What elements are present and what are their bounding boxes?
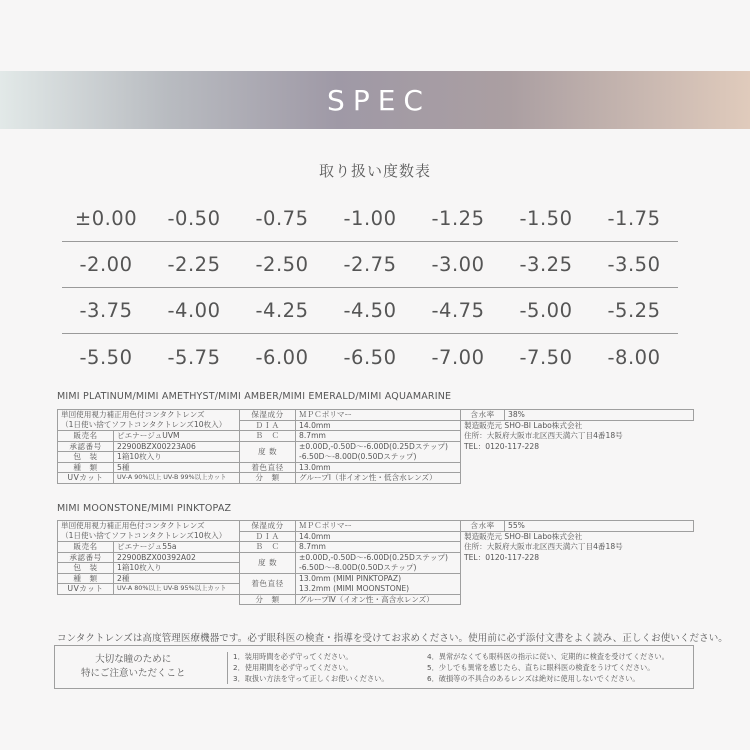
power-value: ±0.00 [74,207,138,230]
sales-name-value: ピエナージュ55a [114,542,240,553]
power-value: -5.50 [79,345,133,369]
material-label: 保湿成分 [240,410,296,421]
package-value: 1箱10枚入り [114,452,240,463]
class-label: 分 類 [240,594,296,605]
table-row [58,410,694,421]
power-table [62,196,678,380]
class-value: グループⅣ（イオン性・高含水レンズ） [296,594,461,605]
caution-box [54,645,694,689]
power-value: -1.75 [607,207,661,230]
power-value: -1.00 [343,207,397,230]
address: 住所：大阪府大阪市北区西天満六丁目4番18号 [464,431,623,440]
tel: TEL：0120-117-228 [464,552,540,562]
caution-list [233,652,389,684]
water-value: 38% [505,410,694,421]
dia-value: 14.0mm [296,531,461,542]
color-dia-value: 13.0mm [296,462,461,473]
color-dia-value-1: 13.0mm (MIMI PINKTOPAZ) [296,573,461,584]
power-row [62,288,678,334]
caution-item: 3．取扱い方法を守って正しくお使いください。 [233,673,389,683]
table-row [58,552,694,563]
notice-text: コンタクトレンズは高度管理医療機器です。必ず眼科医の検査・指導を受けてお求めください。使用前に必ず添付文書をよく読み、正しくお使いください。 [57,633,728,644]
product-note: （1日使い捨てソフトコンタクトレンズ10枚入） [58,420,240,431]
product-type: 単回使用視力補正用色付コンタクトレンズ [58,521,240,532]
uv-value: UV-A 90%以上 UV-B 99%以上カット [114,473,240,484]
table-row [58,473,694,484]
caution-title-line: 特にご注意いただくこと [81,668,186,679]
spec-banner [0,71,750,129]
uv-value: UV-A 80%以上 UV-B 95%以上カット [114,584,240,595]
series-title: MIMI PLATINUM/MIMI AMETHYST/MIMI AMBER/MIMI EMERALD/MIMI AQUAMARINE [57,391,452,402]
color-dia-label: 着色直径 [240,573,296,594]
table-row [58,584,694,595]
bc-label: Ｂ Ｃ [240,431,296,442]
maker: 製造販売元 SHO-BI Labo株式会社 [464,420,583,430]
power-value: -8.00 [607,345,661,369]
caution-item: 5．少しでも異常を感じたら、直ちに眼科医の検査をうけてください。 [427,662,655,672]
product-note: （1日使い捨てソフトコンタクトレンズ10枚入） [58,531,240,542]
bc-label: Ｂ Ｃ [240,542,296,553]
power-value: -1.50 [519,207,573,230]
power-range-2: -6.50D〜-8.00D(0.50Dステップ) [296,563,461,574]
table-row [58,521,694,532]
table-row [58,441,694,452]
page-title: SPEC [327,83,431,117]
caution-item: 1．装用時間を必ず守ってください。 [233,652,353,661]
power-value: -7.00 [431,345,485,369]
maker: 製造販売元 SHO-BI Labo株式会社 [464,531,583,541]
dia-label: ＤＩＡ [240,531,296,542]
material-label: 保湿成分 [240,521,296,532]
approval-label: 承認番号 [58,441,114,452]
approval-label: 承認番号 [58,552,114,563]
sales-name-label: 販売名 [58,431,114,442]
power-value: -0.75 [255,207,309,230]
uv-label: UVカット [58,584,114,595]
types-value: 2種 [114,573,240,584]
power-value: -7.50 [519,345,573,369]
dia-value: 14.0mm [296,420,461,431]
package-label: 包 装 [58,563,114,574]
table-row [58,594,694,605]
power-value: -2.75 [343,253,397,276]
caution-item: 2．使用期間を必ず守ってください。 [233,662,353,672]
power-value: -6.50 [343,345,397,369]
package-value: 1箱10枚入り [114,563,240,574]
spec-table [57,409,694,484]
power-value: -0.50 [167,207,221,230]
power-value: -4.25 [255,299,309,322]
power-value: -3.00 [431,253,485,276]
power-value: -1.25 [431,207,485,230]
table-row [58,542,694,553]
approval-value: 22900BZX00223A06 [114,441,240,452]
power-value: -4.50 [343,299,397,322]
power-value: -6.00 [255,345,309,369]
tel: TEL：0120-117-228 [464,441,540,451]
table-row [58,563,694,574]
class-label: 分 類 [240,473,296,484]
caution-title-line: 大切な瞳のために [95,654,172,665]
power-value: -4.75 [431,299,485,322]
power-range-2: -6.50D〜-8.00D(0.50Dステップ) [296,452,461,463]
spec-table [57,520,694,605]
power-row [62,196,678,242]
water-value: 55% [505,521,694,532]
water-label: 含水率 [461,410,505,421]
power-value: -3.50 [607,253,661,276]
types-label: 種 類 [58,573,114,584]
uv-label: UVカット [58,473,114,484]
divider [227,652,228,684]
table-row [58,431,694,442]
color-dia-value-2: 13.2mm (MIMI MOONSTONE) [296,584,461,595]
types-value: 5種 [114,462,240,473]
product-type: 単回使用視力補正用色付コンタクトレンズ [58,410,240,421]
power-value: -5.75 [167,345,221,369]
power-value: -2.00 [79,253,133,276]
power-label: 度 数 [240,552,296,573]
address: 住所：大阪府大阪市北区西天満六丁目4番18号 [464,542,623,551]
power-value: -5.00 [519,299,573,322]
approval-value: 22900BZX00392A02 [114,552,240,563]
types-label: 種 類 [58,462,114,473]
material-value: ＭＰＣポリマー [296,521,461,532]
table-row [58,573,694,584]
material-value: ＭＰＣポリマー [296,410,461,421]
power-value: -2.25 [167,253,221,276]
dia-label: ＤＩＡ [240,420,296,431]
table-row [58,420,694,431]
power-value: -5.25 [607,299,661,322]
caution-list [427,652,669,684]
power-row [62,334,678,380]
table-row [58,452,694,463]
power-value: -2.50 [255,253,309,276]
power-value: -3.75 [79,299,133,322]
class-value: グループⅠ（非イオン性・低含水レンズ） [296,473,461,484]
package-label: 包 装 [58,452,114,463]
power-table-title: 取り扱い度数表 [318,162,431,180]
table-row [58,462,694,473]
bc-value: 8.7mm [296,542,461,553]
table-row [58,531,694,542]
caution-title [81,653,186,681]
power-label: 度 数 [240,441,296,462]
power-row [62,242,678,288]
sales-name-label: 販売名 [58,542,114,553]
power-value: -3.25 [519,253,573,276]
series-title: MIMI MOONSTONE/MIMI PINKTOPAZ [57,503,232,514]
water-label: 含水率 [461,521,505,532]
power-range-1: ±0.00D,-0.50D〜-6.00D(0.25Dステップ) [296,552,461,563]
bc-value: 8.7mm [296,431,461,442]
caution-item: 6．破損等の不具合のあるレンズは絶対に使用しないでください。 [427,673,640,683]
power-range-1: ±0.00D,-0.50D〜-6.00D(0.25Dステップ) [296,441,461,452]
color-dia-label: 着色直径 [240,462,296,473]
power-value: -4.00 [167,299,221,322]
sales-name-value: ピエナージュUVM [114,431,240,442]
caution-item: 4．異常がなくても眼科医の指示に従い、定期的に検査を受けてください。 [427,652,669,661]
